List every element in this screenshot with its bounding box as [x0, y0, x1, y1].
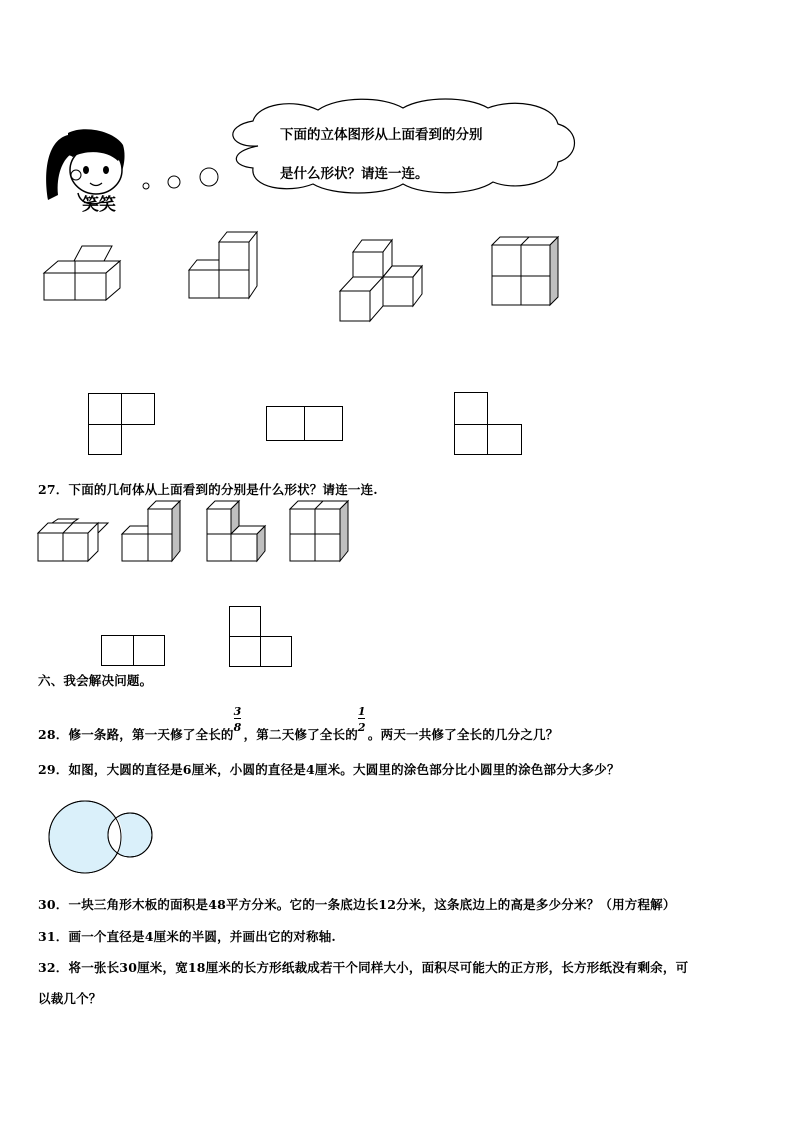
section-6-title: 六、我会解决问题。: [38, 673, 153, 688]
fraction-3-8: $\frac{3}{8}$: [233, 705, 242, 734]
q27-top-view-1: [101, 635, 171, 669]
thought-dots: [138, 165, 228, 195]
q28-middle: ，第二天修了全长的: [243, 727, 358, 742]
solid-figure-1: [44, 246, 134, 306]
q27-top-view-2: [229, 606, 299, 671]
top-view-1: [88, 393, 158, 458]
solid-figure-3: [340, 238, 430, 328]
question-27: 27．下面的几何体从上面看到的分别是什么形状？请连一连.: [38, 482, 378, 497]
solid-figure-2: [189, 228, 269, 303]
question-28: [38, 705, 559, 743]
question-32-line-2: 以裁几个？: [38, 991, 102, 1006]
top-view-3: [454, 392, 524, 457]
q28-before: 28．修一条路，第一天修了全长的: [38, 727, 234, 742]
q28-after: 。两天一共修了全长的几分之几？: [367, 727, 559, 742]
question-31: 31．画一个直径是4厘米的半圆，并画出它的对称轴.: [38, 929, 336, 944]
q27-solid-3: [207, 499, 277, 564]
q27-solid-1: [38, 519, 108, 564]
question-29: 29．如图，大圆的直径是6厘米，小圆的直径是4厘米。大圆里的涂色部分比小圆里的涂色部分大多少？: [38, 762, 620, 777]
solid-figure-4: [492, 237, 572, 312]
top-view-2: [266, 406, 346, 444]
q27-solid-4: [290, 499, 360, 564]
bubble-line-2: 是什么形状？请连一连。: [280, 166, 429, 182]
question-32-line-1: 32．将一张长30厘米，宽18厘米的长方形纸裁成若干个同样大小，面积尽可能大的正方形，长方形纸没有剩余，可: [38, 960, 689, 975]
girl-label: 笑笑: [82, 195, 116, 215]
bubble-line-1: 下面的立体图形从上面看到的分别: [280, 127, 483, 143]
circles-figure: [48, 800, 158, 875]
question-30: 30．一块三角形木板的面积是48平方分米。它的一条底边长12分米，这条底边上的高是多少分米？（用方程解）: [38, 897, 676, 912]
fraction-1-2: $\frac{1}{2}$: [357, 705, 366, 734]
q27-solid-2: [122, 499, 192, 564]
